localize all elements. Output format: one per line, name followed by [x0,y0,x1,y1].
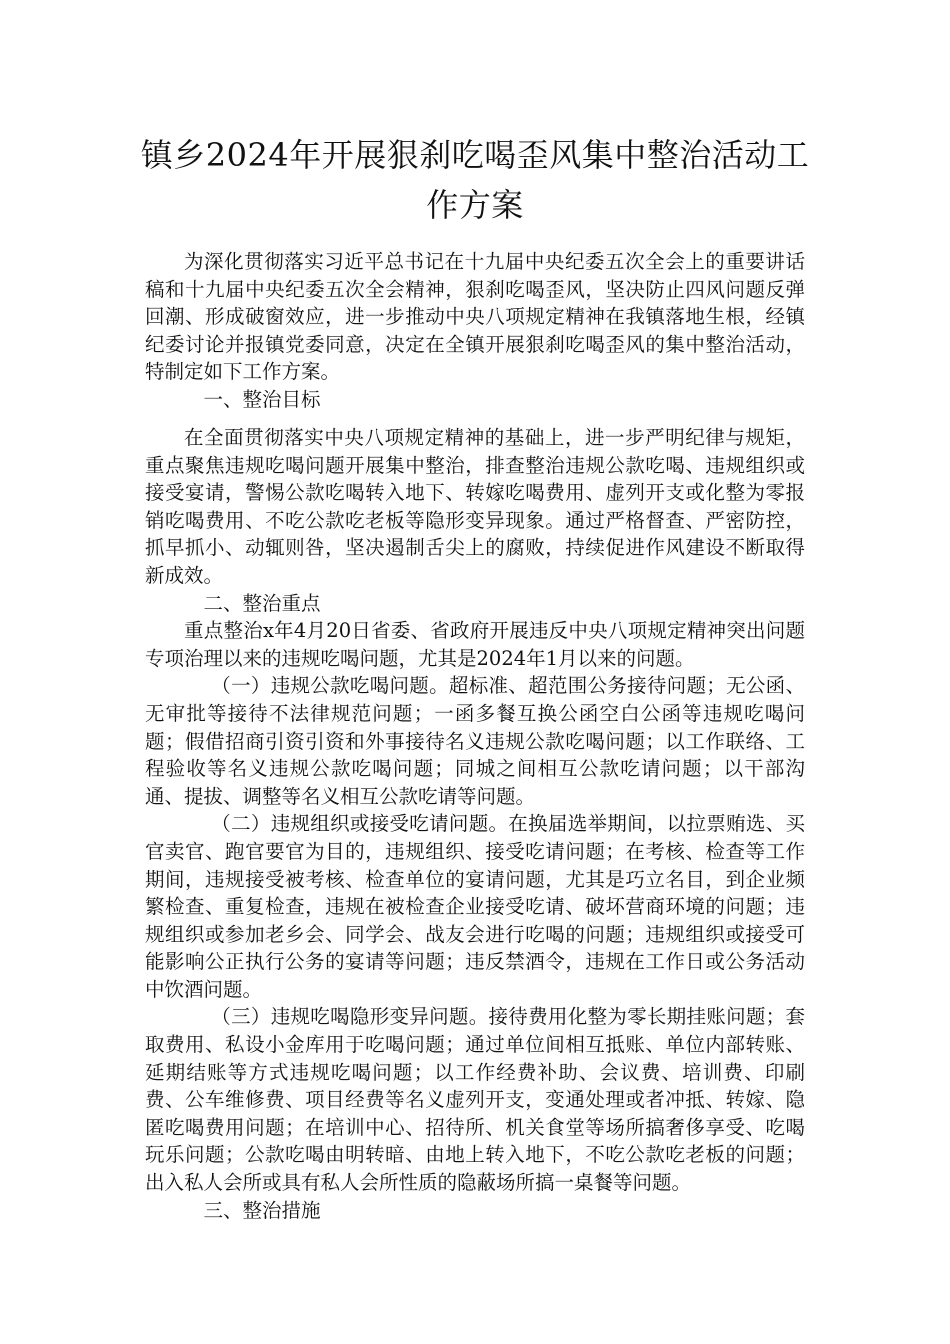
item-1-paragraph: （一）违规公款吃喝问题。超标准、超范围公务接待问题；无公函、无审批等接待不法律规范问题；一函多餐互换公函空白公函等违规吃喝问题；假借招商引资引资和外事接待名义违规公款吃喝问题；以工作联络、工程验收等名义违规公款吃喝问题；同城之间相互公款吃请问题；以干部沟通、提拔、调整等名义相互公款吃请等问题。 [145,674,805,808]
section-heading-2: 二、整治重点 [203,591,321,615]
section-heading-3: 三、整治措施 [203,1198,321,1222]
item-2-paragraph: （二）违规组织或接受吃请问题。在换届选举期间，以拉票贿选、买官卖官、跑官要官为目的，违规组织、接受吃请问题；在考核、检查等工作期间，违规接受被考核、检查单位的宴请问题，尤其是巧立名目，到企业频繁检查、重复检查，违规在被检查企业接受吃请、破坏营商环境的问题；违规组织或参加老乡会、同学会、战友会进行吃喝的问题；违规组织或接受可能影响公正执行公务的宴请等问题；违反禁酒令，违规在工作日或公务活动中饮酒问题。 [145,812,805,1001]
document-title: 镇乡2024年开展狠刹吃喝歪风集中整治活动工作方案 [140,136,810,224]
section-heading-1: 一、整治目标 [203,387,321,411]
section-2-paragraph: 重点整治x年4月20日省委、省政府开展违反中央八项规定精神突出问题专项治理以来的违规吃喝问题，尤其是2024年1月以来的问题。 [145,619,805,670]
item-3-paragraph: （三）违规吃喝隐形变异问题。接待费用化整为零长期挂账问题；套取费用、私设小金库用于吃喝问题；通过单位间相互抵账、单位内部转账、延期结账等方式违规吃喝问题；以工作经费补助、会议费、培训费、印刷费、公车维修费、项目经费等名义虚列开支，变通处理或者冲抵、转嫁、隐匿吃喝费用问题；在培训中心、招待所、机关食堂等场所搞奢侈享受、吃喝玩乐问题；公款吃喝由明转暗、由地上转入地下，不吃公款吃老板的问题；出入私人会所或具有私人会所性质的隐蔽场所搞一桌餐等问题。 [145,1005,805,1195]
section-1-paragraph: 在全面贯彻落实中央八项规定精神的基础上，进一步严明纪律与规矩，重点聚焦违规吃喝问题开展集中整治，排查整治违规公款吃喝、违规组织或接受宴请，警惕公款吃喝转入地下、转嫁吃喝费用、虚列开支或化整为零报销吃喝费用、不吃公款吃老板等隐形变异现象。通过严格督查、严密防控，抓早抓小、动辄则咎，坚决遏制舌尖上的腐败，持续促进作风建设不断取得新成效。 [145,426,805,587]
intro-block [145,248,805,414]
section-1-block [145,424,805,1224]
intro-paragraph: 为深化贯彻落实习近平总书记在十九届中央纪委五次全会上的重要讲话稿和十九届中央纪委五次全会精神，狠刹吃喝歪风，坚决防止四风问题反弹回潮、形成破窗效应，进一步推动中央八项规定精神在我镇落地生根，经镇纪委讨论并报镇党委同意，决定在全镇开展狠刹吃喝歪风的集中整治活动，特制定如下工作方案。 [145,250,805,384]
